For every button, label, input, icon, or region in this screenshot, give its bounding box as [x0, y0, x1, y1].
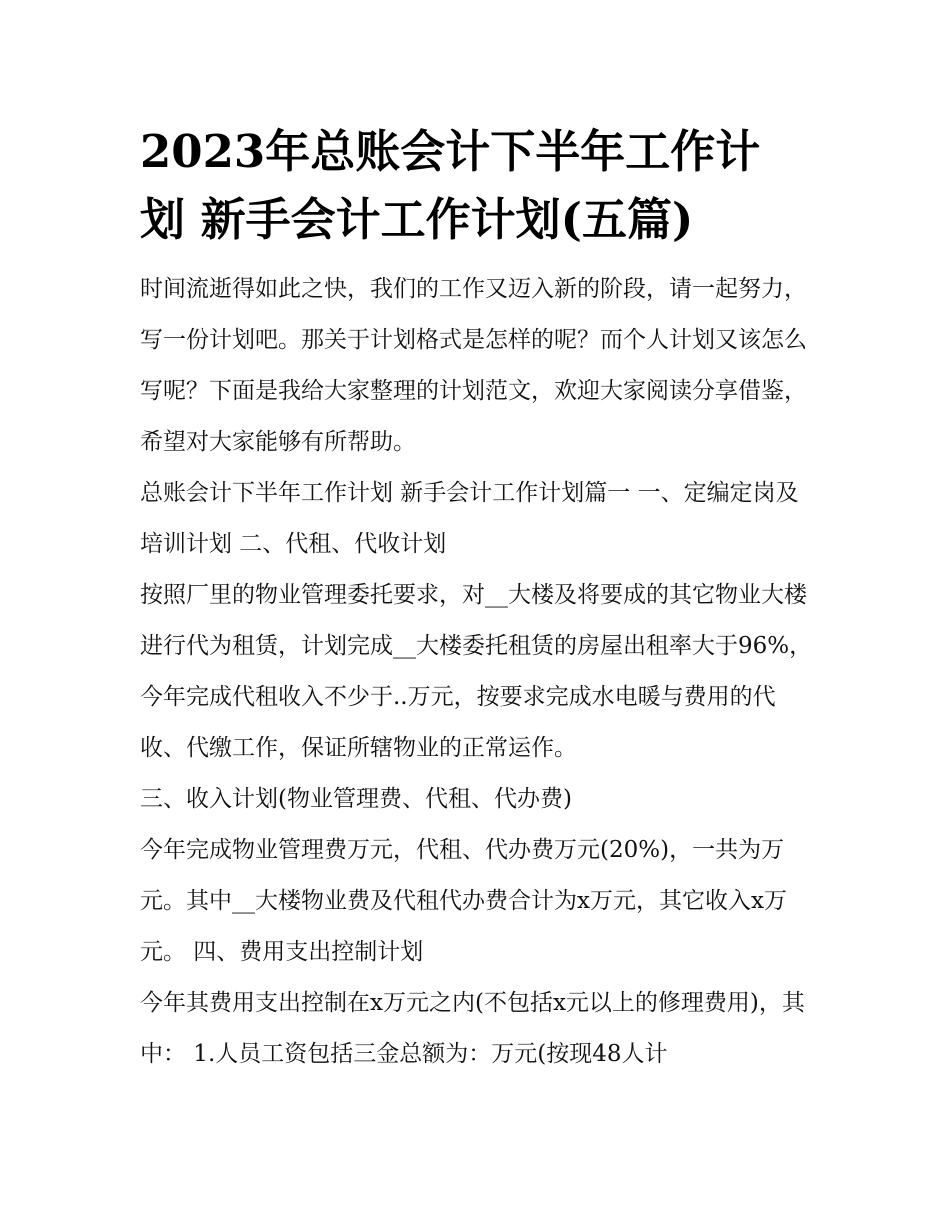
title-line-2: 划 新手会计工作计划(五篇)	[140, 193, 694, 246]
document-page	[140, 118, 820, 1080]
paragraph-income-heading: 三、收入计划(物业管理费、代租、代办费)	[140, 786, 572, 812]
paragraph-intro: 时间流逝得如此之快，我们的工作又迈入新的阶段，请一起努力，写一份计划吧。那关于计划格式是怎样的呢？而个人计划又该怎么写呢？下面是我给大家整理的计划范文，欢迎大家阅读分享借鉴，希望对大家能够有所帮助。	[140, 276, 807, 455]
paragraph-expense-plan: 今年其费用支出控制在x万元之内(不包括x元以上的修理费用)，其中： 1.人员工资包括三金总额为：万元(按现48人计	[140, 990, 805, 1067]
document-title	[140, 118, 820, 254]
paragraph-income-plan: 今年完成物业管理费万元，代租、代办费万元(20%)，一共为万元。其中__大楼物业费及代租代办费合计为x万元，其它收入x万元。 四、费用支出控制计划	[140, 837, 787, 965]
paragraph-section-heading: 总账会计下半年工作计划 新手会计工作计划篇一 一、定编定岗及培训计划 二、代租、代收计划	[140, 480, 799, 557]
paragraph-rent-plan: 按照厂里的物业管理委托要求，对__大楼及将要成的其它物业大楼进行代为租赁，计划完成__大楼委托租赁的房屋出租率大于96%，今年完成代租收入不少于..万元，按要求完成水电暖与费用的代收、代缴工作，保证所辖物业的正常运作。	[140, 582, 813, 761]
title-line-1: 2023年总账会计下半年工作计	[140, 125, 761, 178]
